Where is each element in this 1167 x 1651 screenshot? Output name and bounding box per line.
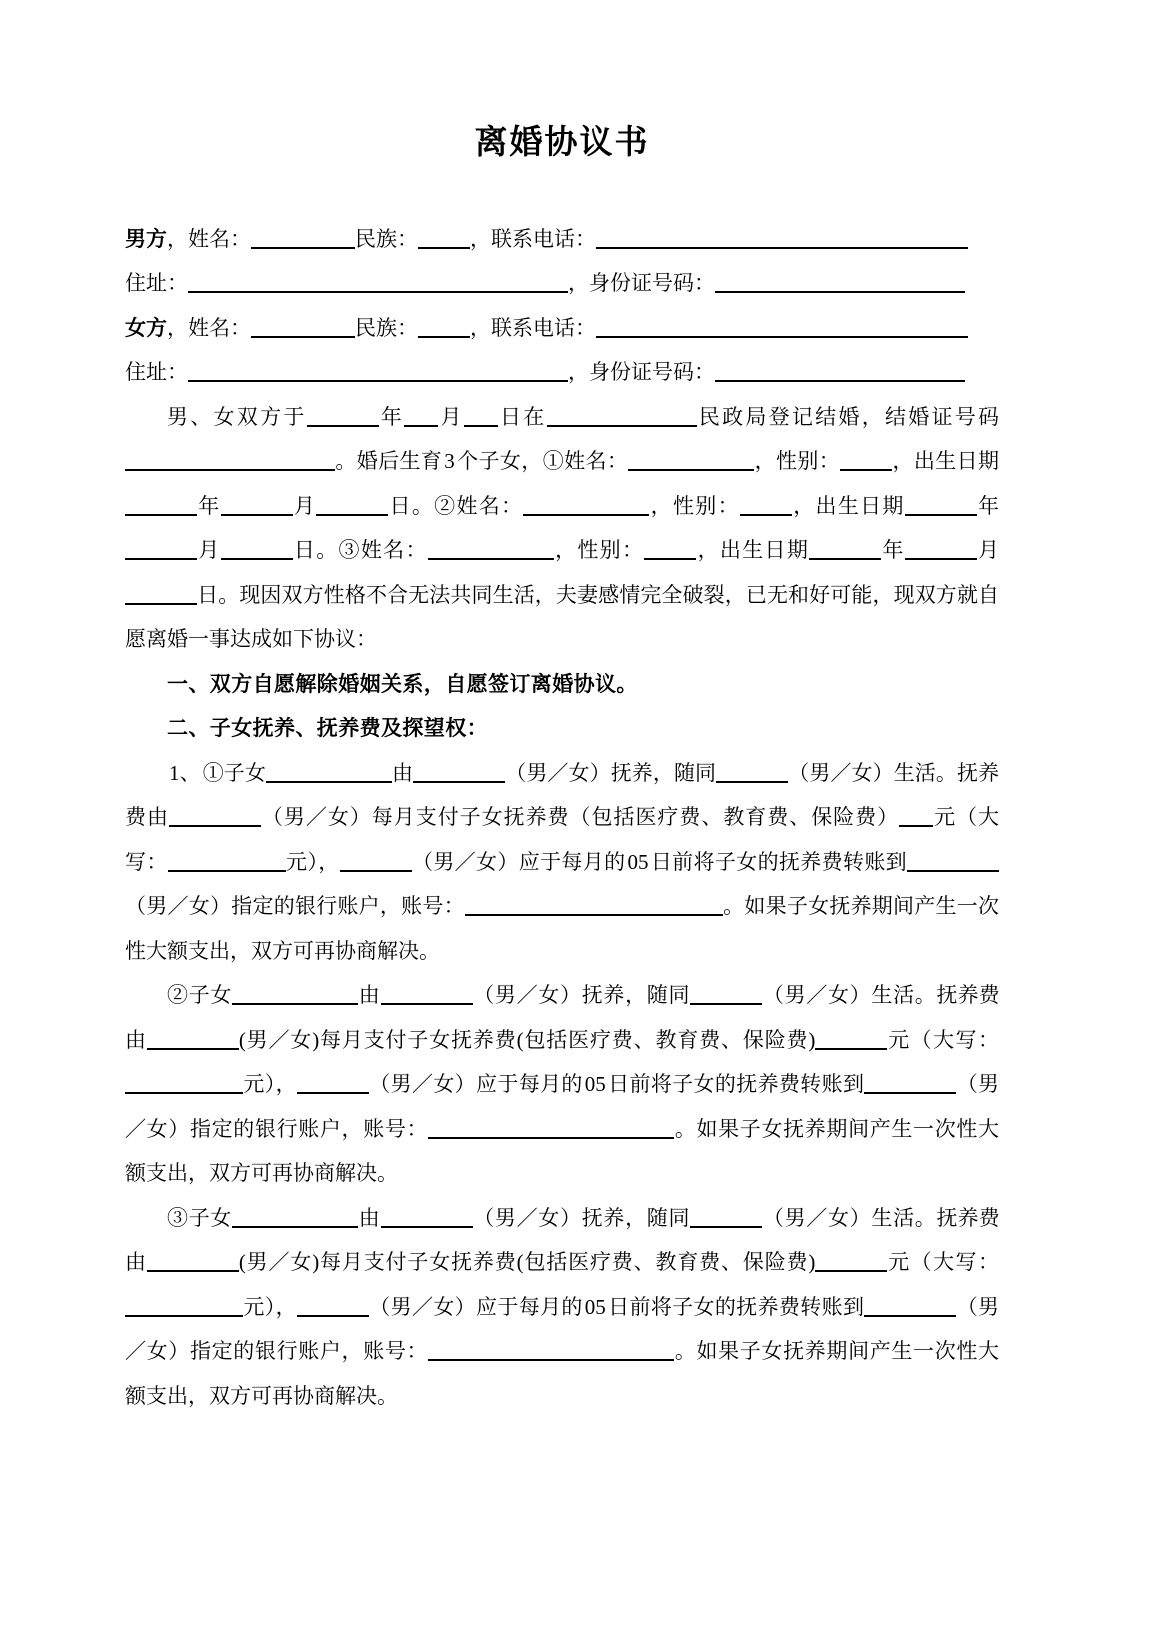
marriage-year-blank[interactable]	[307, 408, 379, 427]
clause-1-custodian-blank[interactable]	[413, 764, 505, 783]
clause-3-marker: ③	[167, 1205, 189, 1230]
clause-2-pay-day: 05	[584, 1072, 606, 1097]
marriage-day-blank[interactable]	[464, 408, 498, 427]
clause-2-capital-blank[interactable]	[125, 1075, 243, 1094]
clause-1-transfer: 转账到	[842, 849, 908, 874]
clause-1-child-word: 子女	[223, 760, 266, 785]
clause-1-gender-choice-3: （男／女）	[260, 805, 372, 830]
clause-3-gender-choice-2: （男／女）	[762, 1205, 872, 1230]
clause-3-if: 如果子	[696, 1339, 762, 1364]
clause-2-lump: 女抚养期间产生一次性大额支出，双方可再协商解决。	[125, 1116, 1000, 1186]
document-content	[125, 0, 999, 1418]
child-2-name-blank[interactable]	[523, 497, 649, 516]
child-2-birth-month-blank[interactable]	[125, 541, 197, 560]
clause-2-gender-choice-3: (男／女)	[238, 1027, 319, 1052]
clause-1-capital-close: 元）	[285, 849, 319, 874]
clause-3-monthly: 每月支付子女抚养费	[318, 1250, 517, 1275]
clause-3-payer2-blank[interactable]	[297, 1298, 369, 1317]
clause-3-transfer-blank[interactable]	[864, 1298, 956, 1317]
female-id-blank[interactable]	[715, 363, 965, 382]
clause-1-pay-tail: 日前将子女的抚养费	[650, 849, 843, 874]
female-party-label: 女方	[125, 315, 167, 340]
clause-3-child-word: 子女	[188, 1205, 233, 1230]
child-1-name-label: 姓名：	[564, 449, 629, 474]
child-2-birth-day-blank[interactable]	[221, 541, 293, 560]
marriage-bureau-blank[interactable]	[547, 408, 697, 427]
child-2-birth-year-blank[interactable]	[905, 497, 977, 516]
female-name-label: 姓名：	[188, 315, 251, 340]
female-address-label: 住址：	[125, 360, 188, 385]
marriage-bureau-label: 民政局登记结婚，结婚证号码	[696, 404, 1000, 429]
male-address-line	[125, 261, 999, 306]
clause-2-account-blank[interactable]	[428, 1120, 674, 1139]
child-1-gender-label: 性别：	[775, 449, 841, 474]
section-one-heading: 一、双方自愿解除婚姻关系，自愿签订离婚协议。	[167, 671, 638, 696]
female-name-blank[interactable]	[251, 319, 355, 338]
clause-3-transfer: 转账到	[800, 1294, 865, 1319]
clause-2-custodian-blank[interactable]	[381, 986, 473, 1005]
clause-3-gender-choice-3: (男／女)	[238, 1250, 319, 1275]
male-phone-blank[interactable]	[596, 230, 968, 249]
comma-4: ，	[167, 315, 188, 340]
clause-3-yuan: 元	[886, 1250, 911, 1275]
custody-clause-2: ②子女 由 （男／女）抚养，随同 （男／女）生活。抚养费由 (男／女)每月支付子女抚养费(包括医疗费、教育费、保险费) 元（大写：元）， （男／女）应于每月的05日前将子女的抚养费转账到 （男／女）指定的银行账户，账号： 。如果子女抚养期间产生一次性大额支出，双方可再协商解决。	[125, 983, 1000, 1186]
clause-2-if: 如果子	[696, 1116, 762, 1141]
custody-clause-1: 1、①子女 由 （男／女）抚养，随同 （男／女）生活。抚养费由 （男／女）每月支付子女抚养费（包括医疗费、教育费、保险费） 元（大写： 元）， （男／女）应于每月的05日前将子女的抚养费转账到（男／女）指定的银行账户，账号： 。如果子女抚养期间产生一次性大额支出，双方可再协商解决。	[125, 760, 1000, 963]
male-id-label: 身份证号码：	[589, 271, 715, 296]
clause-3-account-label: 指定的银行账户，账号：	[189, 1339, 429, 1364]
child-3-birth-label: 出生日期	[719, 538, 810, 563]
clause-2-gender-choice-2: （男／女）	[762, 983, 872, 1008]
clause-1-gender-choice-1: （男／女）	[505, 760, 611, 785]
male-address-blank[interactable]	[188, 274, 568, 293]
year-label-1: 年	[378, 404, 405, 429]
clause-3-pay-day: 05	[584, 1294, 606, 1319]
clause-1-yuan: 元	[933, 805, 957, 830]
clause-1-marker: ①	[202, 760, 224, 785]
female-address-line	[125, 350, 999, 395]
male-id-blank[interactable]	[715, 274, 965, 293]
male-party-label: 男方	[125, 226, 167, 251]
clause-3-child-blank[interactable]	[232, 1209, 358, 1228]
clause-2-payer2-blank[interactable]	[297, 1075, 369, 1094]
clause-2-child-blank[interactable]	[232, 986, 358, 1005]
clause-1-gender-choice-4: （男／女）	[411, 849, 519, 874]
female-address-blank[interactable]	[188, 363, 568, 382]
comma-12: ，	[696, 538, 720, 563]
clause-1-raise: 抚养，随同	[610, 760, 717, 785]
clause-2-yuan: 元	[886, 1027, 911, 1052]
clause-3-by: 由	[358, 1205, 381, 1230]
comma-11: ，	[553, 538, 578, 563]
clause-3-capital-blank[interactable]	[125, 1298, 243, 1317]
clause-1-includes: （包括医疗费、教育费、保险费）	[569, 805, 900, 830]
clause-3-gender-choice-5: （男／女）	[125, 1294, 1000, 1364]
clause-1-monthly: 每月支付子女抚养费	[371, 805, 570, 830]
clause-1-capital-blank[interactable]	[168, 853, 286, 872]
clause-1-pay-day: 05	[627, 849, 649, 874]
clause-3-amount-blank[interactable]	[815, 1253, 887, 1272]
marriage-cert-blank[interactable]	[125, 452, 335, 471]
comma-10: ，	[791, 493, 816, 518]
child-2-gender-label: 性别：	[672, 493, 740, 518]
clause-2-live: 生活。	[871, 983, 937, 1008]
child-3-birth-month-blank[interactable]	[905, 541, 977, 560]
clause-1-fee-lead: 抚养费由	[125, 760, 1000, 830]
female-phone-label: 联系电话：	[491, 315, 596, 340]
male-address-label: 住址：	[125, 271, 188, 296]
custody-clause-3: ③子女 由 （男／女）抚养，随同 （男／女）生活。抚养费由 (男／女)每月支付子女抚养费(包括医疗费、教育费、保险费) 元（大写：元）， （男／女）应于每月的05日前将子女的抚养费转账到 （男／女）指定的银行账户，账号： 。如果子女抚养期间产生一次性大额支出，双方可再协商解决。	[125, 1205, 1000, 1408]
clause-item-number: 1、	[169, 760, 201, 785]
clause-3-capital-open: （大写：	[910, 1250, 999, 1275]
month-label-3: 月	[197, 538, 221, 563]
clause-2-live-with-blank[interactable]	[690, 986, 762, 1005]
clause-1-transfer-blank[interactable]	[907, 853, 999, 872]
child-3-name-label: 姓名：	[360, 538, 428, 563]
clause-2-gender-choice-1: （男／女）	[472, 983, 582, 1008]
clause-2-child-word: 子女	[188, 983, 233, 1008]
female-ethnicity-blank[interactable]	[418, 319, 470, 338]
clause-1-account-tail: 。如果	[722, 894, 787, 919]
child-1-birth-year-blank[interactable]	[125, 497, 197, 516]
day-label-2: 日	[388, 493, 412, 518]
clause-1-child-blank[interactable]	[266, 764, 392, 783]
child-3-name-blank[interactable]	[428, 541, 554, 560]
child-2-gender-blank[interactable]	[740, 497, 792, 516]
marriage-after-cert: 。婚后生育	[335, 449, 443, 474]
female-phone-blank[interactable]	[596, 319, 968, 338]
clause-2-marker: ②	[167, 983, 189, 1008]
clause-3-custodian-blank[interactable]	[381, 1209, 473, 1228]
comma-8: ，	[892, 449, 914, 474]
clause-2-pay-lead: 应于每月的	[476, 1072, 583, 1097]
comma-6: ，	[568, 360, 589, 385]
child-2-marker: ②	[434, 493, 457, 518]
clause-3-account-blank[interactable]	[428, 1342, 674, 1361]
clause-2-raise: 抚养，随同	[581, 983, 691, 1008]
clause-3-includes: (包括医疗费、教育费、保险费)	[516, 1250, 815, 1275]
page-title: 离婚协议书	[474, 125, 650, 161]
child-3-gender-blank[interactable]	[644, 541, 696, 560]
male-ethnicity-blank[interactable]	[418, 230, 470, 249]
clause-1-by: 由	[391, 760, 414, 785]
year-label-4: 年	[881, 538, 905, 563]
clause-2-includes: (包括医疗费、教育费、保险费)	[516, 1027, 815, 1052]
clause-1-amount-blank[interactable]	[899, 808, 933, 827]
comma-9: ，	[649, 493, 673, 518]
clause-2-monthly: 每月支付子女抚养费	[318, 1027, 517, 1052]
male-party-line	[125, 217, 999, 262]
clause-2-pay-tail: 日前将子女的抚养费	[607, 1072, 801, 1097]
day-label-3: 日	[292, 538, 317, 563]
clause-3-lump: 女抚养期间产生一次性大额支出，双方可再协商解决。	[125, 1339, 1000, 1408]
clause-3-gender-choice-1: （男／女）	[472, 1205, 582, 1230]
clause-3-gender-choice-4: （男／女）	[368, 1294, 477, 1319]
comma-7: ，	[754, 449, 776, 474]
child-1-birth-label: 出生日期	[913, 449, 1000, 474]
clause-3-pay-lead: 应于每月的	[476, 1294, 583, 1319]
clause-1-payer-blank[interactable]	[169, 808, 261, 827]
male-name-label: 姓名：	[188, 226, 251, 251]
month-label-4: 月	[976, 538, 1000, 563]
clause-2-payer-blank[interactable]	[147, 1031, 239, 1050]
marriage-lead: 男、女双方于	[167, 404, 307, 429]
marriage-at: 在	[523, 404, 547, 429]
child-2-name-label: 姓名：	[456, 493, 524, 518]
clause-2-by: 由	[358, 983, 381, 1008]
child-1-gender-blank[interactable]	[840, 452, 892, 471]
female-ethnicity-label: 民族：	[355, 315, 418, 340]
day-label-4: 日	[197, 582, 219, 607]
child-3-gender-label: 性别：	[577, 538, 645, 563]
month-label-2: 月	[292, 493, 317, 518]
clause-2-gender-choice-5: （男／女）	[125, 1072, 1000, 1141]
clause-1-account-label: 指定的银行账户，账号：	[231, 894, 465, 919]
child-1-marker: ①	[542, 449, 565, 474]
children-unit: 个子女，	[456, 449, 543, 474]
parties-block	[125, 217, 999, 395]
marriage-tail: 。现因双方性格不合无法共同生活，夫妻感情完全破裂，已无和好可能，现双方就自愿离婚一事达成如下协议：	[125, 582, 1000, 652]
month-label-1: 月	[438, 404, 464, 429]
clause-1-lump: 子女抚养期间产生一次性大额支出，双方可再协商解决。	[125, 894, 1000, 963]
section-two-heading: 二、子女抚养、抚养费及探望权：	[167, 716, 488, 741]
clause-3-capital-close: 元）	[243, 1294, 276, 1319]
child-1-name-blank[interactable]	[628, 452, 754, 471]
child-1-birth-month-blank[interactable]	[221, 497, 293, 516]
marriage-month-blank[interactable]	[404, 408, 438, 427]
comma-5: ，	[470, 315, 491, 340]
child-3-birth-day-blank[interactable]	[125, 586, 197, 605]
child-1-birth-day-blank[interactable]	[316, 497, 388, 516]
clause-1-payer2-blank[interactable]	[340, 853, 412, 872]
children-count: 3	[444, 449, 455, 474]
clause-1-capital-open: （大写：	[125, 805, 1000, 874]
clause-3-raise: 抚养，随同	[581, 1205, 691, 1230]
child-3-marker: ③	[338, 538, 361, 563]
clause-2-transfer: 转账到	[800, 1072, 865, 1097]
male-name-blank[interactable]	[251, 230, 355, 249]
year-label-3: 年	[976, 493, 1000, 518]
male-ethnicity-label: 民族：	[355, 226, 418, 251]
male-phone-label: 联系电话：	[491, 226, 596, 251]
comma-3: ，	[568, 271, 589, 296]
clause-3-live: 生活。	[871, 1205, 937, 1230]
clause-1-account-blank[interactable]	[465, 897, 723, 916]
female-party-line	[125, 306, 999, 351]
clause-1-pay-lead: 应于每月的	[518, 849, 626, 874]
marriage-children-paragraph: 男、女双方于 年 月 日在 民政局登记结婚，结婚证号码。婚后生育3个子女，①姓名： ，性别： ，出生日期年 月 日。②姓名： ，性别： ，出生日期 年月 日。③姓名： ，性别： ，出生日期 年 月日。现因双方性格不合无法共同生活，夫妻感情完全破裂，已无和好可能，现双方就自愿离婚一事达成如下协议：	[125, 404, 1000, 652]
clause-2-fee-lead: 抚养费由	[125, 983, 1000, 1052]
clause-1-live: 生活。	[893, 760, 957, 785]
clause-3-fee-lead: 抚养费由	[125, 1205, 1000, 1275]
child-2-birth-label: 出生日期	[815, 493, 905, 518]
female-id-label: 身份证号码：	[589, 360, 715, 385]
clause-2-account-label: 指定的银行账户，账号：	[189, 1116, 429, 1141]
year-label-2: 年	[197, 493, 221, 518]
comma-1: ，	[167, 226, 188, 251]
clause-2-amount-blank[interactable]	[815, 1031, 887, 1050]
clause-2-capital-close: 元）	[243, 1072, 276, 1097]
comma-2: ，	[470, 226, 491, 251]
clause-3-live-with-blank[interactable]	[690, 1209, 762, 1228]
clause-3-payer-blank[interactable]	[147, 1253, 239, 1272]
day-label-1: 日	[497, 404, 524, 429]
child-3-birth-year-blank[interactable]	[809, 541, 881, 560]
clause-1-live-with-blank[interactable]	[716, 764, 788, 783]
clause-1-gender-choice-2: （男／女）	[788, 760, 894, 785]
clause-2-capital-open: （大写：	[910, 1027, 999, 1052]
clause-2-transfer-blank[interactable]	[864, 1075, 956, 1094]
clause-3-pay-tail: 日前将子女的抚养费	[607, 1294, 801, 1319]
clause-1-gender-choice-5: （男／女）	[125, 894, 232, 919]
clause-2-gender-choice-4: （男／女）	[368, 1072, 477, 1097]
